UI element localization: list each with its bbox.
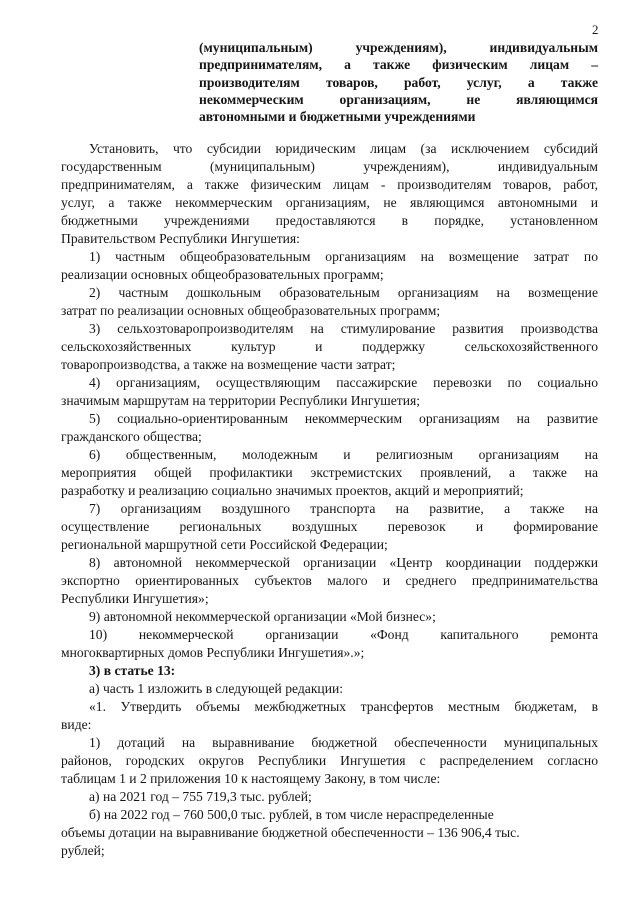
text-line: государственным (муниципальным) учреждениям), индивидуальным — [61, 159, 598, 174]
list-item — [61, 500, 598, 554]
list-item — [61, 626, 598, 662]
text-line: услуг, а также некоммерческим организациям, не являющимся автономными и — [61, 195, 598, 210]
list-item — [61, 284, 598, 320]
text-line: сельскохозяйственных культур и поддержку сельскохозяйственного — [61, 339, 598, 354]
document-heading — [199, 39, 598, 125]
year-2022-paragraph — [61, 806, 598, 860]
heading-line: автономными и бюджетными учреждениями — [199, 109, 476, 125]
heading-line: (муниципальным) учреждениям), индивидуальным — [199, 40, 598, 55]
text-line: значимым маршрутам на территории Республики Ингушетия; — [61, 393, 420, 408]
text-line: мероприятия общей профилактики экстремистских проявлений, а также на — [61, 465, 598, 480]
text-line: рублей; — [61, 843, 105, 858]
text-line: реализации основных общеобразовательных программ; — [61, 267, 384, 282]
text-line: многоквартирных домов Республики Ингушетия».»; — [61, 645, 365, 660]
text-line: таблицам 1 и 2 приложения 10 к настоящему Закону, в том числе: — [61, 771, 441, 786]
text-line: 2) частным дошкольным образовательным организациям на возмещение — [89, 285, 598, 300]
list-item — [61, 248, 598, 284]
intro-paragraph — [61, 140, 598, 248]
document-body — [61, 140, 598, 860]
dotation-paragraph — [61, 734, 598, 788]
heading-line: предпринимателям, а также физическим лицам – — [199, 57, 598, 73]
text-line: 5) социально-ориентированным некоммерческим организациям на развитие — [89, 411, 598, 426]
text-line: 1) дотаций на выравнивание бюджетной обеспеченности муниципальных — [89, 735, 598, 750]
list-item — [61, 608, 598, 626]
text-line: Правительством Республики Ингушетия: — [61, 231, 300, 246]
year-2021-line: а) на 2021 год – 755 719,3 тыс. рублей; — [89, 789, 312, 804]
article-heading: 3) в статье 13: — [89, 663, 176, 678]
page-number: 2 — [592, 22, 599, 37]
text-line: бюджетными учреждениями предоставляются в порядке, установленном — [61, 213, 598, 228]
text-line: экспортно ориентированных субъектов малого и среднего предпринимательства — [61, 573, 598, 588]
text-line: 3) сельхозтоваропроизводителям на стимулирование развития производства — [89, 321, 598, 336]
list-item — [61, 446, 598, 500]
text-line: 7) организациям воздушного транспорта на развитие, а также на — [89, 501, 598, 516]
list-item — [61, 410, 598, 446]
list-item — [61, 320, 598, 374]
text-line: 6) общественным, молодежным и религиозным организациям на — [89, 447, 598, 462]
list-item — [61, 554, 598, 608]
text-line: товаропроизводства, а также на возмещение части затрат; — [61, 357, 396, 372]
text-line: районов, городских округов Республики Ингушетия с распределением согласно — [61, 753, 598, 768]
text-line: региональной маршрутной сети Российской Федерации; — [61, 537, 388, 552]
text-line: разработку и реализацию социально значимых проектов, акций и мероприятий; — [61, 483, 524, 498]
sub-item-a: а) часть 1 изложить в следующей редакции: — [89, 681, 344, 696]
text-line: 8) автономной некоммерческой организации «Центр координации поддержки — [89, 555, 598, 570]
text-line: б) на 2022 год – 760 500,0 тыс. рублей, в том числе нераспределенные — [89, 807, 494, 822]
list-item — [61, 374, 598, 410]
text-line: 10) некоммерческой организации «Фонд капитального ремонта — [89, 627, 598, 642]
text-line: осуществление региональных воздушных перевозок и формирование — [61, 519, 598, 534]
text-line: 4) организациям, осуществляющим пассажирские перевозки по социально — [89, 375, 598, 390]
quote-paragraph — [61, 698, 598, 734]
text-line: «1. Утвердить объемы межбюджетных трансфертов местным бюджетам, в — [89, 699, 598, 714]
text-line: 9) автономной некоммерческой организации «Мой бизнес»; — [89, 609, 436, 624]
text-line: затрат по реализации основных общеобразовательных программ; — [61, 303, 441, 318]
text-line: 1) частным общеобразовательным организациям на возмещение затрат по — [89, 249, 598, 264]
text-line: объемы дотации на выравнивание бюджетной обеспеченности – 136 906,4 тыс. — [61, 825, 520, 840]
text-line: виде: — [61, 717, 92, 732]
text-line: Установить, что субсидии юридическим лицам (за исключением субсидий — [89, 141, 598, 156]
heading-line: производителям товаров, работ, услуг, а также — [199, 74, 598, 90]
text-line: гражданского общества; — [61, 429, 202, 444]
heading-line: некоммерческим организациям, не являющимся — [199, 91, 598, 107]
text-line: Республики Ингушетия»; — [61, 591, 209, 606]
text-line: предпринимателям, а также физическим лицам - производителям товаров, работ, — [61, 177, 598, 192]
